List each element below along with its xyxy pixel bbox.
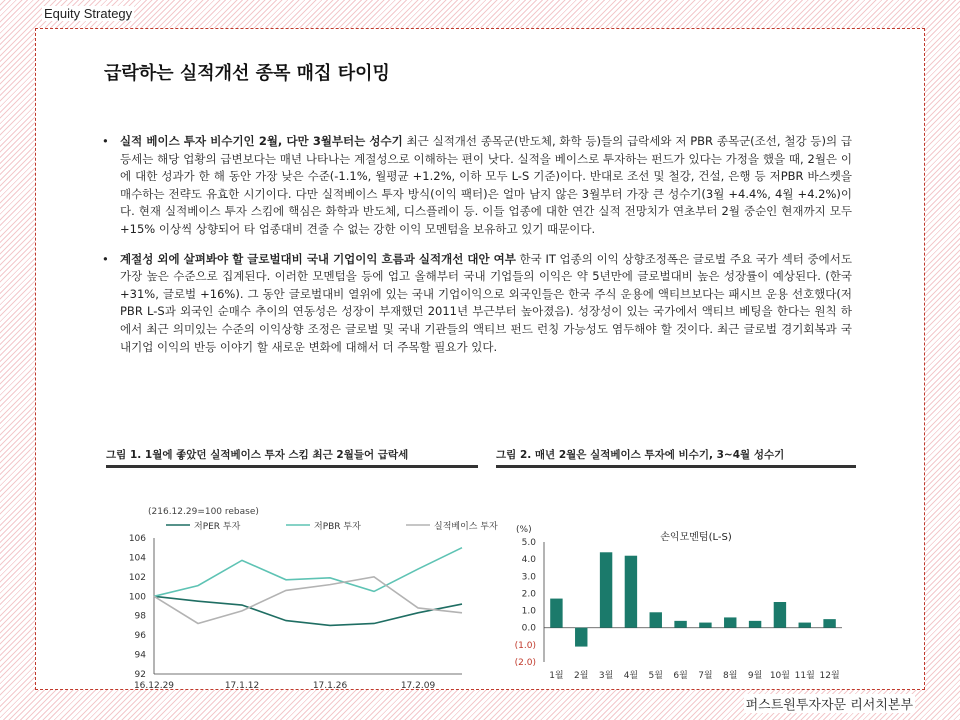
bar [749,621,761,628]
bullet-heading: 계절성 외에 살펴봐야 할 글로벌대비 국내 기업이익 흐름과 실적개선 대안 여부 [120,251,516,266]
bullet-dot-icon: • [102,251,109,266]
y-tick-label: 96 [134,631,146,642]
section-label: Equity Strategy [44,6,133,21]
bar [674,621,686,628]
figure-2 [496,447,856,692]
figure-1-title: 그림 1. 1월에 좋았던 실적베이스 투자 스킴 최근 2월들어 급락세 [106,447,478,468]
legend-label: 실적베이스 투자 [434,522,498,532]
bar [625,556,637,628]
x-tick-label: 7월 [698,671,713,681]
y-tick-label: 2.0 [521,589,536,600]
x-tick-label: 9월 [747,671,763,681]
bar [823,619,835,628]
bullet-dot-icon: • [102,134,109,148]
bar-chart [496,468,856,688]
legend-label: 저PBR 투자 [314,522,361,532]
y-axis-unit: (%) [516,525,532,535]
bar [799,623,811,628]
bullet-item [100,251,852,357]
bullet-text: 최근 실적개선 종목군(반도체, 화학 등)들의 급락세와 저 PBR 종목군(조선, 철강 등)의 급등세는 해당 업황의 급변보다는 매년 나타나는 계절성으로 이해하는 편이 낫다. 실적을 베이스로 투자하는 펀드가 있다는 가정을 했을 때, 2월은 이에 대한 성과가 한 해 동안 가장 낮은 수준(-1.1%, 월평균 +1.2%, 이하 모두 L-S 기준)이다. 반대로 조선 및 철강, 건설, 은행 등 저PBR 바스켓을 매수하는 전략도 유효한 시기이다. 다만 실적베이스 투자 방식(이익 팩터)은 얼마 남지 않은 3월부터 가장 큰 성수기(3월 +4.4%, 4월 +4.2%)이다. 현재 실적베이스 투자 스킴에 핵심은 화학과 반도체, 디스플레이 등. 이들 업종에 대한 연간 실적 전망치가 연초부터 2월 중순인 현재까지 모두 +15% 이상씩 상향되어 타 업종대비 견줄 수 없는 강한 이익 모멘텀을 보유하고 있기 때문이다. [120,134,852,236]
y-tick-label: 4.0 [521,555,536,566]
x-tick-label: 1월 [549,671,564,681]
legend-label: 저PER 투자 [194,522,241,532]
y-tick-label: 106 [128,534,146,544]
y-tick-label: (1.0) [514,640,536,651]
figure-2-title: 그림 2. 매년 2월은 실적베이스 투자에 비수기, 3~4월 성수기 [496,447,856,468]
y-tick-label: 100 [128,592,146,603]
line-chart [106,468,498,691]
x-tick-label: 8월 [723,671,738,681]
y-tick-label: 3.0 [521,572,536,583]
bar [600,552,612,627]
y-tick-label: (2.0) [514,658,536,668]
series-line [154,596,462,625]
figure-1 [106,447,498,692]
footer-brand: 퍼스트원투자자문 리서치본부 [744,694,915,713]
x-tick-label: 12월 [819,671,840,681]
x-tick-label: 3월 [598,671,614,681]
x-tick-label: 16.12.29 [133,681,175,691]
bar [724,617,736,627]
y-tick-label: 102 [128,572,146,583]
bar [550,599,562,628]
x-tick-label: 6월 [673,671,688,681]
chart-subtitle: (216.12.29=100 rebase) [148,507,259,517]
y-tick-label: 1.0 [521,606,536,617]
bar [774,602,786,628]
y-tick-label: 92 [134,670,146,680]
bullet-item [100,133,852,239]
y-tick-label: 104 [128,553,146,564]
y-tick-label: 0.0 [521,623,536,634]
bar [699,623,711,628]
legend-label: 손익모멘텀(L-S) [660,532,732,543]
bullet-text: 한국 IT 업종의 이익 상향조정폭은 글로벌 주요 국가 섹터 중에서도 가장 높은 수준으로 집계된다. 이러한 모멘텀을 등에 업고 올해부터 국내 기업들의 이익은 약 5년만에 글로벌대비 높은 성장률이 예상된다. (한국 +31%, 글로벌 +16%). 그 동안 글로벌대비 열위에 있는 국내 기업이익으로 외국인들은 한국 주식 운용에 액티브보다는 패시브 운용 선호했다(저PBR L-S과 외국인 순매수 추이의 연동성은 성장이 부재했던 2011년 부근부터 높아졌음). 성장성이 있는 국가에서 액티브 베팅을 한다는 원칙 하에서 최근 의미있는 수준의 이익상향 조정은 글로벌 및 국내 기관들의 액티브 펀드 런칭 가능성도 염두해야 할 것이다. 최근 글로벌 경기회복과 국내기업 이익의 반등 이야기 할 새로운 변화에 대해서 더 주목할 필요가 있다. [120,251,852,354]
page-title: 급락하는 실적개선 종목 매집 타이밍 [104,63,390,84]
y-tick-label: 94 [134,650,146,661]
report-frame [35,28,925,690]
x-tick-label: 2월 [574,671,589,681]
bar [575,628,587,647]
x-tick-label: 17.1.12 [224,681,260,691]
x-tick-label: 17.1.26 [312,681,348,691]
x-tick-label: 17.2.09 [400,681,436,691]
bullet-heading: 실적 베이스 투자 비수기인 2월, 다만 3월부터는 성수기 [120,134,403,148]
bullet-list [100,133,852,368]
x-tick-label: 5월 [648,671,663,681]
y-tick-label: 5.0 [521,538,536,548]
y-tick-label: 98 [134,611,146,622]
x-tick-label: 11월 [794,671,815,681]
x-tick-label: 10월 [769,671,790,681]
x-tick-label: 4월 [623,671,639,681]
bar [650,612,662,627]
series-line [154,548,462,597]
